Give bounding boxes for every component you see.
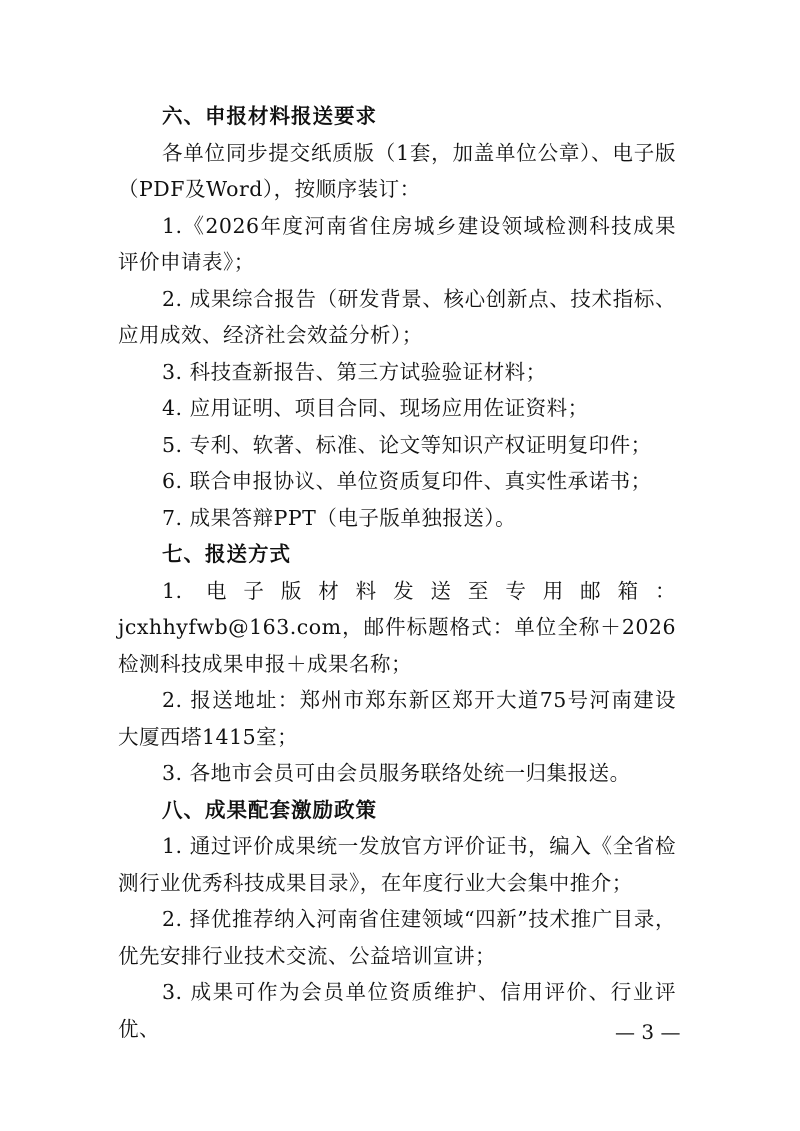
list-item: 2. 择优推荐纳入河南省住建领域“四新”技术推广目录，优先安排行业技术交流、公益培训宣讲； bbox=[118, 907, 676, 968]
section-heading: 六、申报材料报送要求 bbox=[162, 104, 377, 128]
list-item: 4. 应用证明、项目合同、现场应用佐证资料； bbox=[162, 396, 589, 420]
list-item: 1. 电子版材料发送至专用邮箱：jcxhhyfwb@163.com，邮件标题格式：单位全称＋2026检测科技成果申报＋成果名称； bbox=[118, 578, 676, 676]
list-item: 3. 成果可作为会员单位资质维护、信用评价、行业评优、 bbox=[118, 980, 676, 1041]
section-7 bbox=[118, 536, 676, 792]
list-item: 2. 成果综合报告（研发背景、核心创新点、技术指标、应用成效、经济社会效益分析）； bbox=[118, 286, 676, 347]
list-item: 3. 各地市会员可由会员服务联络处统一归集报送。 bbox=[162, 761, 631, 785]
list-item: 5. 专利、软著、标准、论文等知识产权证明复印件； bbox=[162, 432, 652, 457]
section-8 bbox=[118, 792, 676, 1048]
list-item: 7. 成果答辩PPT（电子版单独报送）。 bbox=[162, 505, 517, 530]
list-item: 1. 通过评价成果统一发放官方评价证书，编入《全省检测行业优秀科技成果目录》，在年度行业大会集中推介； bbox=[118, 834, 676, 895]
list-item: 3. 科技查新报告、第三方试验验证材料； bbox=[162, 359, 547, 384]
paragraph: 各单位同步提交纸质版（1套，加盖单位公章）、电子版（PDF及Word），按顺序装订： bbox=[118, 140, 676, 201]
list-item: 2. 报送地址：郑州市郑东新区郑开大道75号河南建设大厦西塔1415室； bbox=[118, 688, 676, 749]
list-item: 6. 联合申报协议、单位资质复印件、真实性承诺书； bbox=[162, 469, 652, 493]
page-number: — 3 — bbox=[615, 1020, 681, 1044]
list-item: 1.《2026年度河南省住房城乡建设领域检测科技成果评价申请表》； bbox=[118, 213, 676, 274]
document-body bbox=[118, 98, 676, 1047]
section-6 bbox=[118, 98, 676, 536]
section-heading: 七、报送方式 bbox=[162, 542, 291, 566]
section-heading: 八、成果配套激励政策 bbox=[162, 797, 377, 822]
